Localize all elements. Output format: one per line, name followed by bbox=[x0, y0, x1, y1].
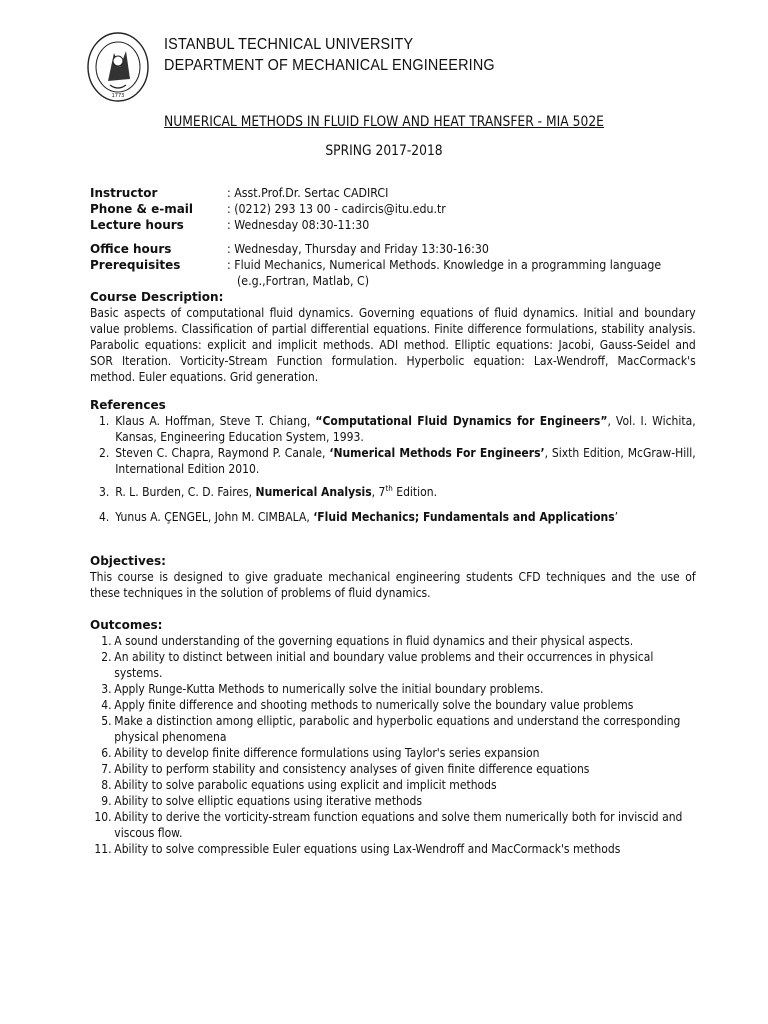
university-seal-logo bbox=[86, 31, 150, 103]
lecture-label: Lecture hours bbox=[90, 218, 184, 232]
outcome-item: 8. Ability to solve parabolic equations using explicit and implicit methods bbox=[101, 778, 497, 792]
outcome-item: 10. Ability to derive the vorticity-stream function equations and solve them numerically both for inviscid and viscous flow. bbox=[94, 810, 683, 840]
objectives-section bbox=[90, 553, 696, 601]
outcome-item: 11. Ability to solve compressible Euler equations using Lax-Wendroff and MacCormack's methods bbox=[94, 842, 621, 856]
reference-item: 2. Steven C. Chapra, Raymond P. Canale, ‘Numerical Methods For Engineers’, Sixth Edition, McGraw-Hill, International Edition 2010. bbox=[99, 446, 696, 476]
office-value: : Wednesday, Thursday and Friday 13:30-16:30 bbox=[227, 242, 489, 256]
outcome-item: 4. Apply finite difference and shooting methods to numerically solve the boundary value problems bbox=[101, 698, 634, 712]
references-list bbox=[90, 413, 696, 525]
description-heading: Course Description: bbox=[90, 290, 224, 304]
instructor-label: Instructor bbox=[90, 186, 158, 200]
objectives-heading: Objectives: bbox=[90, 554, 166, 568]
department-name: DEPARTMENT OF MECHANICAL ENGINEERING bbox=[164, 57, 495, 74]
outcome-item: 1. A sound understanding of the governing equations in fluid dynamics and their physical aspects. bbox=[101, 634, 634, 648]
description-text: Basic aspects of computational fluid dynamics. Governing equations of fluid dynamics. Initial and boundary value problems. Classification of partial differential equations. Finite difference formulations, stability analysis. Parabolic equations: explicit and implicit methods. ADI method. Elliptic equations: Jacobi, Gauss-Seidel and SOR Iteration. Vorticity-Stream Function formulation. Hyperbolic equation: Lax-Wendroff, MacCormack's method. Euler equations. Grid generation. bbox=[90, 306, 696, 384]
outcome-item: 6. Ability to develop finite difference formulations using Taylor's series expansion bbox=[101, 746, 540, 760]
prereq-value-2: (e.g.,Fortran, Matlab, C) bbox=[237, 274, 370, 288]
prereq-value: : Fluid Mechanics, Numerical Methods. Knowledge in a programming language bbox=[227, 258, 662, 272]
outcomes-heading: Outcomes: bbox=[90, 618, 163, 632]
outcome-item: 2. An ability to distinct between initial and boundary value problems and their occurrences in physical systems. bbox=[101, 650, 654, 680]
phone-value: : (0212) 293 13 00 - cadircis@itu.edu.tr bbox=[227, 202, 446, 216]
phone-label: Phone & e-mail bbox=[90, 202, 194, 216]
lecture-value: : Wednesday 08:30-11:30 bbox=[227, 218, 370, 232]
course-description bbox=[90, 289, 696, 385]
course-title: NUMERICAL METHODS IN FLUID FLOW AND HEAT TRANSFER - MIA 502E bbox=[164, 114, 604, 130]
university-header bbox=[164, 34, 495, 76]
outcome-item: 3. Apply Runge-Kutta Methods to numerically solve the initial boundary problems. bbox=[101, 682, 544, 696]
svg-text:1773: 1773 bbox=[111, 93, 125, 99]
office-label: Office hours bbox=[90, 242, 172, 256]
course-term: SPRING 2017-2018 bbox=[325, 143, 443, 159]
objectives-text: This course is designed to give graduate mechanical engineering students CFD techniques and the use of these techniques in the solution of problems of fluid dynamics. bbox=[90, 570, 696, 600]
instructor-value: : Asst.Prof.Dr. Sertac CADIRCI bbox=[227, 186, 389, 200]
outcomes-section bbox=[90, 617, 696, 857]
outcome-item: 7. Ability to perform stability and consistency analyses of given finite difference equations bbox=[101, 762, 590, 776]
reference-item: 1. Klaus A. Hoffman, Steve T. Chiang, “Computational Fluid Dynamics for Engineers”, Vol. I. Wichita, Kansas, Engineering Education System, 1993. bbox=[99, 414, 696, 444]
references-heading: References bbox=[90, 398, 166, 412]
university-name: ISTANBUL TECHNICAL UNIVERSITY bbox=[164, 36, 414, 53]
prereq-label: Prerequisites bbox=[90, 258, 181, 272]
references-section bbox=[90, 397, 696, 525]
reference-item: 4. Yunus A. ÇENGEL, John M. CIMBALA, ‘Fluid Mechanics; Fundamentals and Applications’ bbox=[99, 510, 619, 524]
outcome-item: 9. Ability to solve elliptic equations using iterative methods bbox=[101, 794, 422, 808]
outcome-item: 5. Make a distinction among elliptic, parabolic and hyperbolic equations and understand the corresponding physical phenomena bbox=[101, 714, 681, 744]
outcomes-list bbox=[90, 633, 696, 857]
reference-item: 3. R. L. Burden, C. D. Faires, Numerical Analysis, 7th Edition. bbox=[99, 484, 438, 499]
